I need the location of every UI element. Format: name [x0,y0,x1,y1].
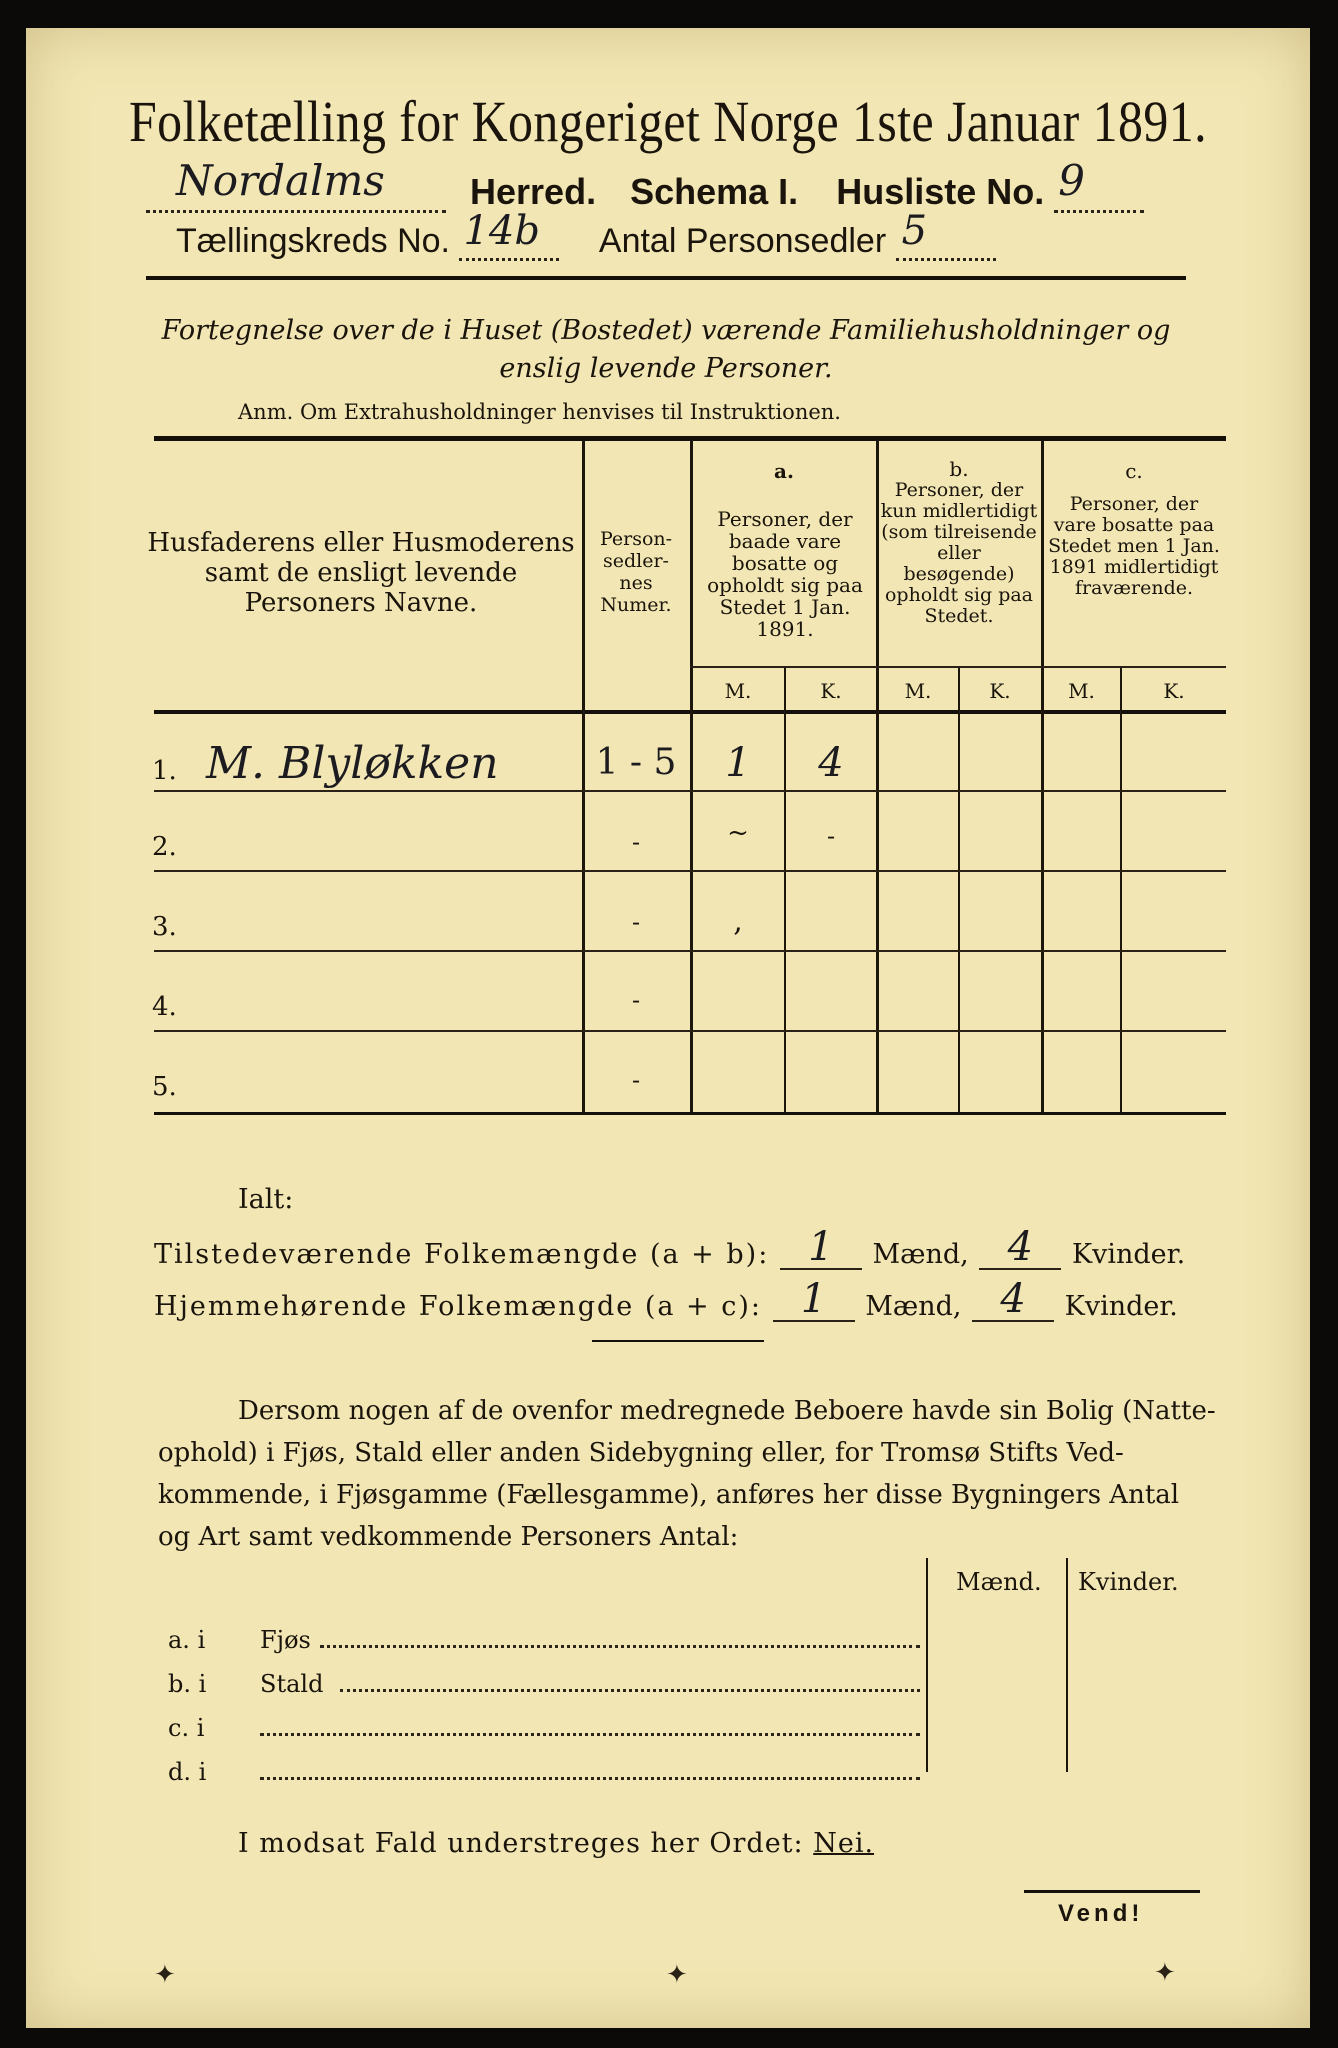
row-numer: - [631,1066,641,1094]
tilstede-line [154,1224,1234,1270]
item-label: Stald [260,1670,324,1698]
kreds-field [459,208,559,261]
tilstede-maend: 1 [808,1224,834,1270]
schema-label: Schema I. [630,171,799,212]
modsat-word: Nei. [813,1828,875,1859]
col-header-names: Husfaderens eller Husmoderens samt de ensligt levende Personers Navne. [147,528,575,618]
item-letter: a. i [168,1626,206,1654]
buildings-col-divider [1066,1558,1068,1772]
mk-divider [1120,668,1122,1112]
col-divider [876,440,879,1112]
item-fill [260,1733,920,1736]
header-rule [146,276,1186,280]
kreds-value: 14b [463,208,540,254]
row-a-m: , [733,904,743,939]
row-numer: - [631,828,641,856]
binding-mark-icon: ✦ [666,1960,688,1990]
tilstede-maend-field [780,1224,862,1270]
hjemme-maend: 1 [800,1276,827,1322]
c-m-label: M. [1068,679,1095,703]
col-divider [1041,440,1044,1112]
item-fill [320,1645,920,1648]
modsat-line [238,1828,874,1859]
item-letter: d. i [168,1758,207,1786]
maend-label: Mænd, [872,1239,969,1270]
b-k-label: K. [989,679,1011,703]
row-a-m: ~ [727,818,749,848]
col-b-letter: b. [949,457,969,481]
row-number: 4. [152,992,177,1022]
hjemme-maend-field [773,1276,855,1322]
antal-value: 5 [901,208,928,254]
table-bottom-rule [154,1112,1226,1115]
paragraph-line: Dersom nogen af de ovenfor medregnede Beboere havde sin Bolig (Natte- [238,1396,1216,1426]
item-letter: c. i [168,1714,205,1742]
binding-mark-icon: ✦ [154,1960,176,1990]
a-k-label: K. [820,679,842,703]
col-divider [690,440,693,1112]
herred-label: Herred. [470,171,597,212]
col-header-a: Personer, der baade vare bosatte og opholdt sig paa Stedet 1 Jan. 1891. [707,507,863,641]
list-item [168,1706,928,1750]
herred-field [146,156,446,213]
form-title: Folketælling for Kongeriget Norge 1ste Januar 1891. [128,89,1208,154]
paragraph-line: kommende, i Fjøsgamme (Fællesgamme), anføres her disse Bygningers Antal [158,1480,1180,1510]
mk-divider [784,668,786,1112]
row-numer: - [631,908,641,936]
husliste-field [1054,156,1144,213]
kvinder-label: Kvinder. [1064,1291,1178,1322]
buildings-list [168,1618,928,1794]
kvinder-label: Kvinder. [1071,1239,1186,1270]
intro-note: Anm. Om Extrahusholdninger henvises til Instruktionen. [238,400,841,424]
row-a-k: 4 [818,740,844,786]
hjemme-line [154,1276,1234,1322]
buildings-paragraph [158,1390,1228,1558]
row-line [154,870,1226,872]
separator-rule [592,1340,764,1342]
maend-label: Mænd, [865,1291,962,1322]
item-fill [260,1777,920,1780]
row-number: 1. [152,756,177,786]
item-letter: b. i [168,1670,207,1698]
col-c-letter: c. [1125,459,1143,483]
col-header-numer: Person-sedler-nes Numer. [599,528,673,616]
row-name: M. Blyløkken [206,738,499,789]
mk-header-line [690,666,1226,668]
kreds-line [176,208,1176,261]
paragraph-line: og Art samt vedkommende Personers Antal: [158,1522,739,1552]
item-label: Fjøs [260,1626,311,1654]
vend-label: Vend! [1058,1900,1144,1927]
row-numer: 1 - 5 [595,742,677,783]
ialt-label: Ialt: [238,1184,294,1215]
row-number: 3. [152,912,177,942]
tilstede-kvinder: 4 [1007,1224,1034,1270]
col-a-letter: a. [774,459,794,483]
row-a-m: 1 [725,740,751,786]
husliste-label: Husliste No. [836,171,1045,212]
row-numer: - [631,986,641,1014]
census-form-sheet [26,28,1310,2028]
c-k-label: K. [1163,679,1185,703]
a-m-label: M. [724,679,752,703]
herred-line [146,156,1206,213]
col-header-b: Personer, der kun midlertidigt (som tilreisende eller besøgende) opholdt sig paa Stedet. [880,479,1038,627]
tilstede-kvinder-field [979,1224,1061,1270]
row-a-k: - [826,822,836,850]
intro-heading: Fortegnelse over de i Huset (Bostedet) værende Familiehusholdninger og enslig levende Personer. [161,315,1171,384]
row-line [154,790,1226,792]
item-fill [340,1689,920,1692]
col-divider [582,440,585,1112]
modsat-text: I modsat Fald understreges her Ordet: [238,1828,804,1859]
kreds-label: Tællingskreds No. [176,222,450,260]
mk-divider [958,668,960,1112]
antal-label: Antal Personsedler [598,222,887,260]
hjemme-label: Hjemmehørende Folkemængde (a + c): [154,1291,762,1322]
list-item [168,1662,928,1706]
hjemme-kvinder: 4 [1000,1276,1026,1322]
row-line [154,950,1226,952]
paragraph-line: ophold) i Fjøs, Stald eller anden Sidebygning eller, for Tromsø Stifts Ved- [158,1438,1124,1468]
buildings-kvinder-header: Kvinder. [1078,1568,1179,1596]
list-item [168,1750,928,1794]
vend-rule [1024,1890,1200,1893]
buildings-maend-header: Mænd. [956,1568,1042,1596]
antal-field [896,208,996,261]
hjemme-kvinder-field [972,1276,1054,1322]
list-item [168,1618,928,1662]
tilstede-label: Tilstedeværende Folkemængde (a + b): [154,1239,770,1270]
husliste-value: 9 [1058,156,1085,205]
binding-mark-icon: ✦ [1154,1958,1176,1988]
b-m-label: M. [904,679,932,703]
row-line [154,1030,1226,1032]
row-number: 2. [152,832,177,862]
herred-value: Nordalms [176,156,385,205]
row-number: 5. [152,1072,177,1102]
col-header-c: Personer, der vare bosatte paa Stedet men 1 Jan. 1891 midlertidigt fraværende. [1048,493,1220,599]
